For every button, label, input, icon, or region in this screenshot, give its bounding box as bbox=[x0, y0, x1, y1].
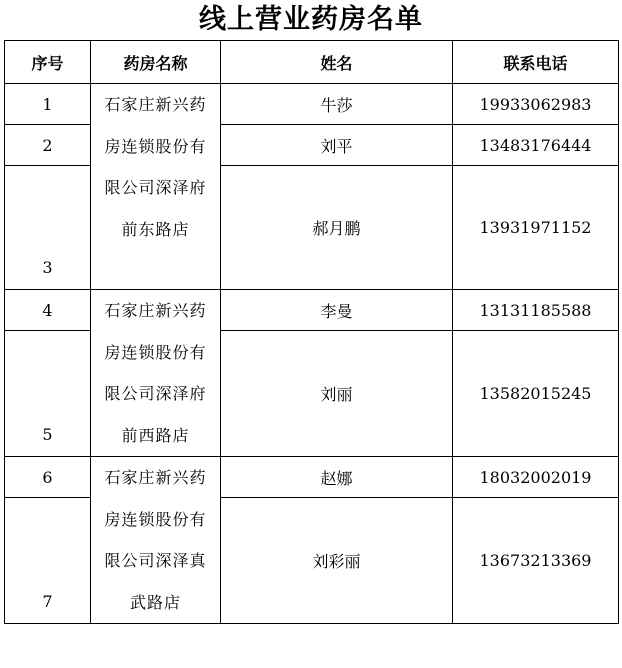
store-cell bbox=[91, 290, 221, 457]
seq-cell: 3 bbox=[5, 166, 91, 290]
pharmacy-table bbox=[4, 40, 619, 624]
seq-cell: 1 bbox=[5, 84, 91, 125]
store-cell bbox=[91, 84, 221, 290]
header-phone: 联系电话 bbox=[453, 41, 619, 84]
contact-phone: 13931971152 bbox=[453, 166, 619, 290]
contact-phone: 13582015245 bbox=[453, 331, 619, 457]
contact-name: 赵娜 bbox=[221, 457, 453, 498]
seq-cell: 6 bbox=[5, 457, 91, 498]
contact-name: 刘丽 bbox=[221, 331, 453, 457]
contact-phone: 18032002019 bbox=[453, 457, 619, 498]
store-name-line: 房连锁股份有 bbox=[104, 342, 207, 362]
contact-phone: 13673213369 bbox=[453, 498, 619, 624]
table-row bbox=[5, 290, 619, 331]
store-name-line: 限公司深泽真 bbox=[104, 551, 207, 570]
header-name: 姓名 bbox=[221, 41, 453, 84]
contact-name: 牛莎 bbox=[221, 84, 453, 125]
contact-name: 郝月鹏 bbox=[221, 166, 453, 290]
seq-cell: 5 bbox=[5, 331, 91, 457]
store-name-line: 石家庄新兴药 bbox=[104, 301, 207, 320]
page-title: 线上营业药房名单 bbox=[199, 4, 423, 35]
store-name-line: 石家庄新兴药 bbox=[104, 468, 207, 487]
header-store: 药房名称 bbox=[91, 41, 221, 84]
header-row bbox=[5, 41, 619, 84]
contact-phone: 13483176444 bbox=[453, 125, 619, 166]
contact-name: 李曼 bbox=[221, 290, 453, 331]
store-name-line: 房连锁股份有 bbox=[104, 509, 207, 529]
store-cell bbox=[91, 457, 221, 624]
store-name-line: 石家庄新兴药 bbox=[104, 95, 207, 114]
seq-cell: 4 bbox=[5, 290, 91, 331]
store-name-line: 前东路店 bbox=[121, 219, 190, 239]
store-name-line: 房连锁股份有 bbox=[104, 136, 207, 156]
store-name-line: 限公司深泽府 bbox=[104, 178, 207, 197]
header-seq: 序号 bbox=[5, 41, 91, 84]
contact-name: 刘平 bbox=[221, 125, 453, 166]
contact-phone: 19933062983 bbox=[453, 84, 619, 125]
store-name-line: 限公司深泽府 bbox=[104, 384, 207, 403]
contact-name: 刘彩丽 bbox=[221, 498, 453, 624]
seq-cell: 7 bbox=[5, 498, 91, 624]
contact-phone: 13131185588 bbox=[453, 290, 619, 331]
table-row bbox=[5, 457, 619, 498]
table-row bbox=[5, 84, 619, 125]
seq-cell: 2 bbox=[5, 125, 91, 166]
store-name-line: 武路店 bbox=[129, 592, 181, 612]
store-name-line: 前西路店 bbox=[121, 425, 190, 445]
